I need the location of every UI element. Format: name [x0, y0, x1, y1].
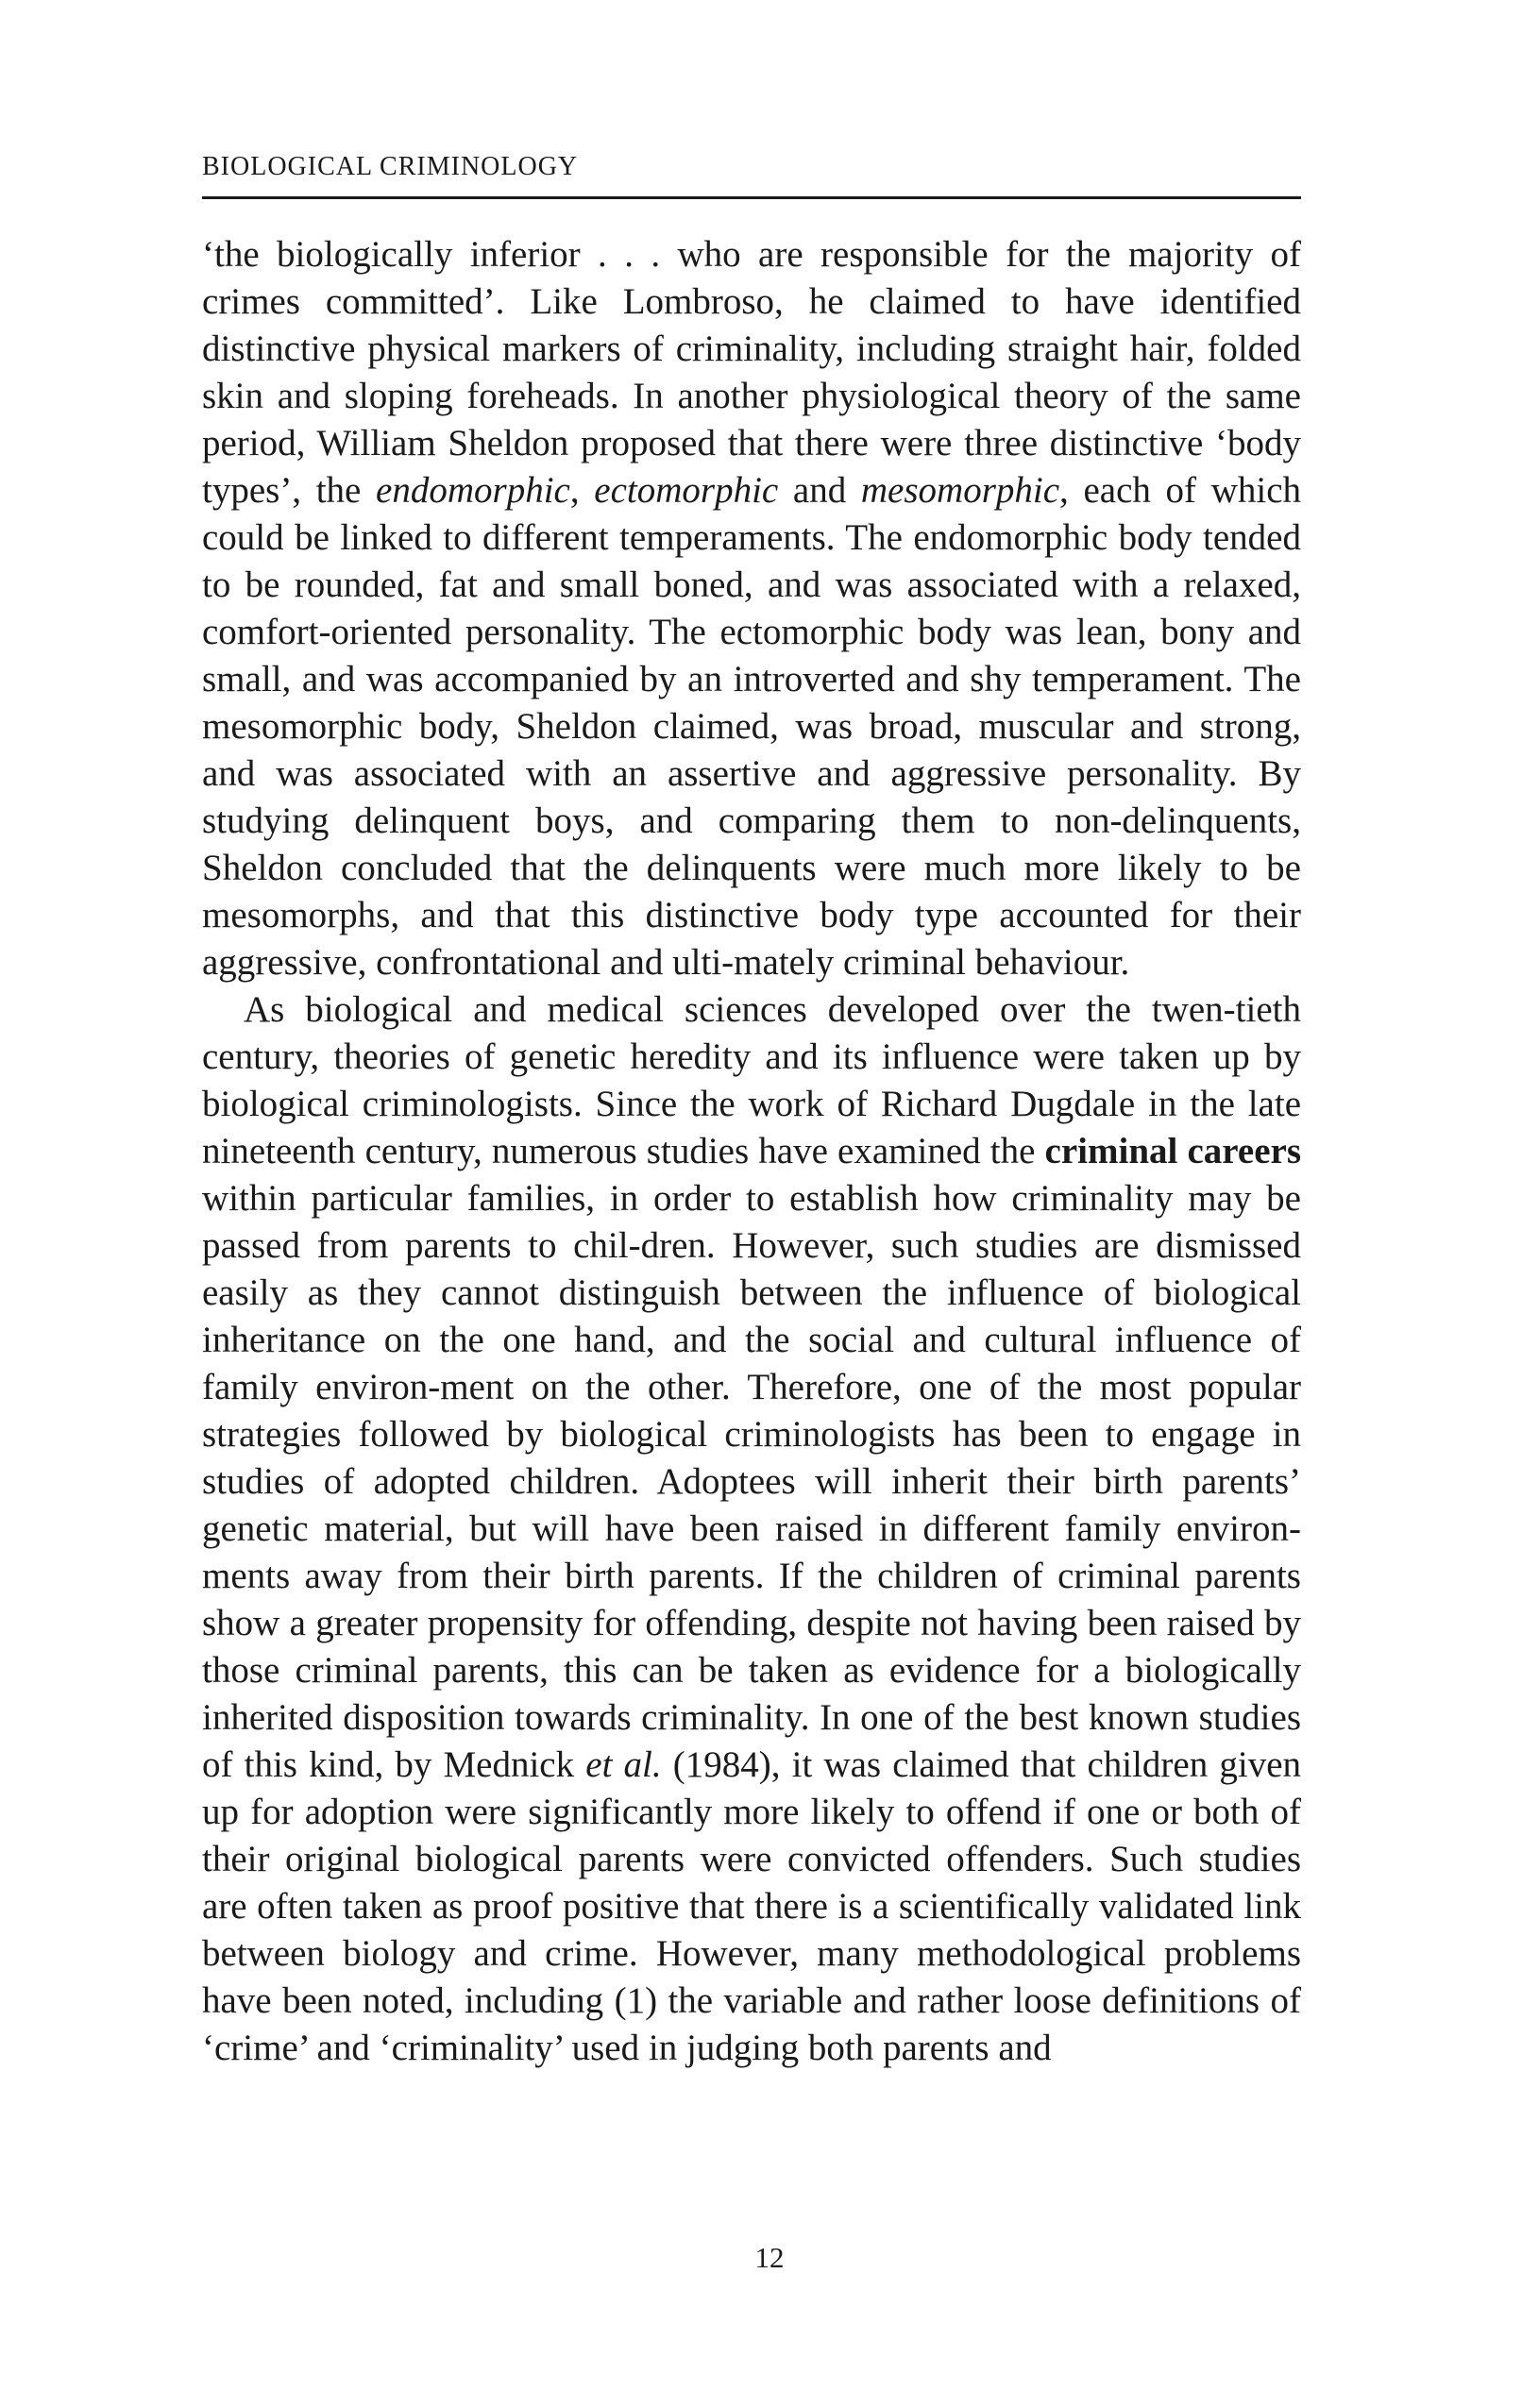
italic-citation: et al.: [585, 1744, 662, 1785]
italic-term-mesomorphic: mesomorphic: [860, 470, 1060, 511]
bold-key-term: criminal careers: [1044, 1131, 1302, 1171]
paragraph-2: [202, 986, 1301, 2072]
text-segment: ‘the biologically inferior . . . who are responsible for the majority of crimes committed’. Like Lombroso, he claimed to have identified distinctive physical markers of criminality, including straight hair, folded skin and sloping foreheads. In another physiological theory of the same period, William Sheldon proposed that there were three distinctive ‘body types’, the: [202, 234, 1301, 511]
text-segment: , each of which could be linked to different temperaments. The endomorphic body tended to be rounded, fat and small boned, and was associated with a relaxed, comfort-oriented personality. The ectomorphic body was lean, bony and small, and was accompanied by an introverted and shy temperament. The mesomorphic body, Sheldon claimed, was broad, muscular and strong, and was associated with an assertive and aggressive personality. By studying delinquent boys, and comparing them to non-delinquents, Sheldon concluded that the delinquents were much more likely to be mesomorphs, and that this distinctive body type accounted for their aggressive, confrontational and ulti-mately criminal behaviour.: [202, 470, 1302, 983]
running-head: BIOLOGICAL CRIMINOLOGY: [202, 152, 579, 181]
text-segment: As biological and medical sciences developed over the twen-tieth century, theories of genetic heredity and its influence were taken up by biological criminologists. Since the work of Richard Dugdale in the late nineteenth century, numerous studies have examined the: [202, 989, 1301, 1171]
italic-term-ectomorphic: ectomorphic: [594, 470, 779, 511]
text-segment: and: [778, 470, 861, 511]
body-text: [202, 231, 1301, 2072]
header-rule: [202, 196, 1301, 199]
italic-term-endomorphic: endomorphic: [376, 470, 570, 511]
page-number: 12: [754, 2241, 785, 2274]
paragraph-1: [202, 231, 1301, 986]
text-segment: (1984), it was claimed that children given up for adoption were significantly more likely to offend if one or both of their original biological parents were convicted offenders. Such studies are often taken as proof positive that there is a scientifically validated link between biology and crime. However, many methodological problems have been noted, including (1) the variable and rather loose definitions of ‘crime’ and ‘criminality’ used in judging both parents and: [202, 1744, 1302, 2068]
text-segment: within particular families, in order to establish how criminality may be passed from parents to chil-dren. However, such studies are dismissed easily as they cannot distinguish between the influence of biological inheritance on the one hand, and the social and cultural influence of family environ-ment on the other. Therefore, one of the most popular strategies followed by biological criminologists has been to engage in studies of adopted children. Adoptees will inherit their birth parents’ genetic material, but will have been raised in different family environ-ments away from their birth parents. If the children of criminal parents show a greater propensity for offending, despite not having been raised by those criminal parents, this can be taken as evidence for a biologically inherited disposition towards criminality. In one of the best known studies of this kind, by Mednick: [202, 1178, 1301, 1785]
text-segment: ,: [569, 470, 595, 511]
